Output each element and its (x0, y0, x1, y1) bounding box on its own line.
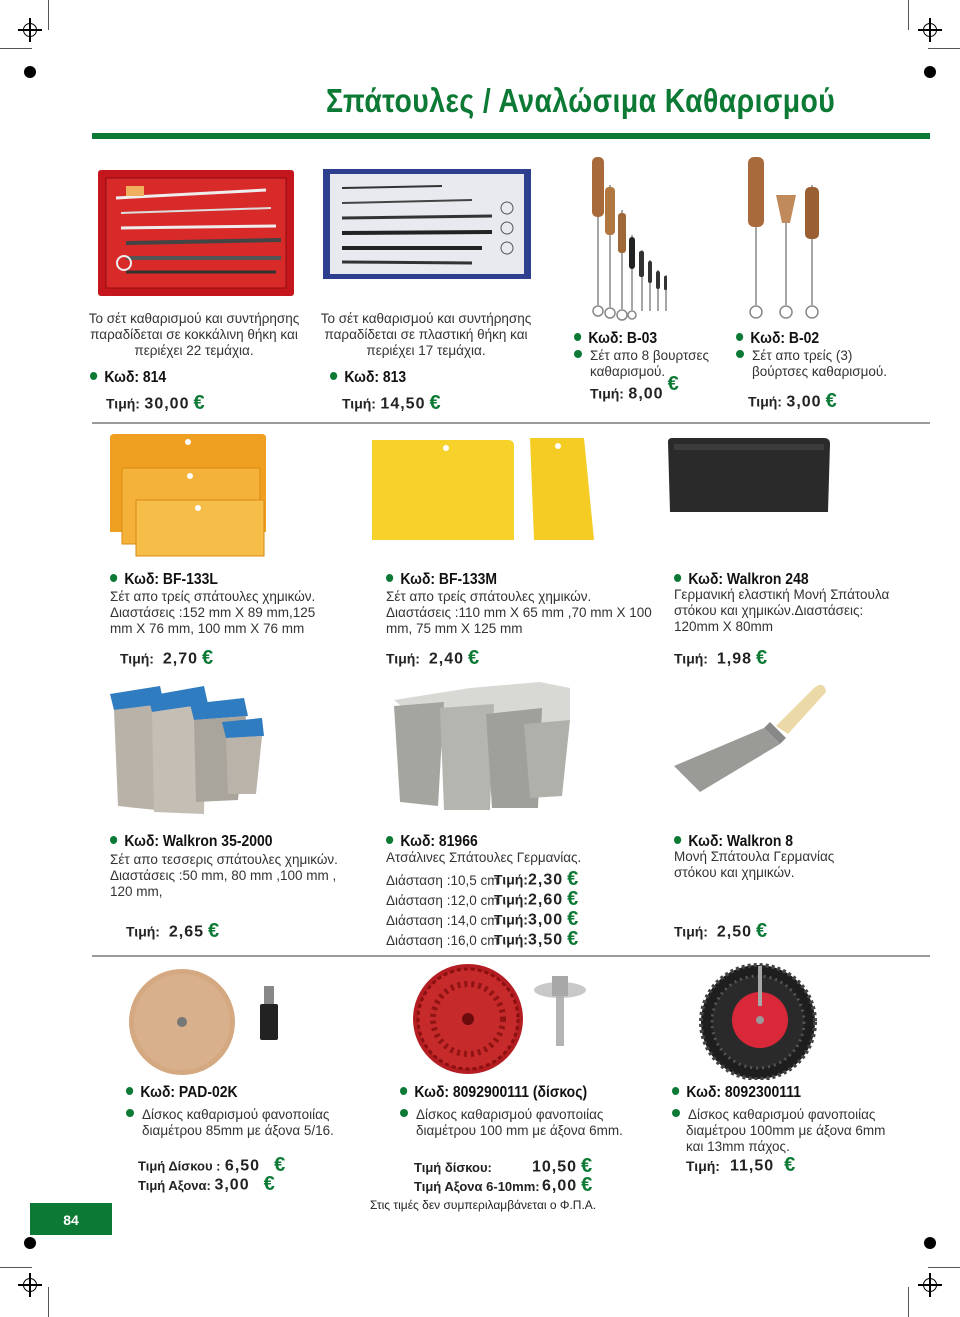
size-value: Διάσταση :10,5 cm (386, 872, 499, 888)
section-divider (92, 955, 930, 957)
product-code: Κωδ: 8092300111 (672, 1084, 801, 1102)
product-description-line: στόκου και χημικών. (674, 865, 795, 880)
price-label: Τιμή: (106, 395, 140, 412)
price-label: Τιμή: (494, 911, 528, 928)
product-description-line: διαμέτρου 100 mm με άξονα 6mm. (416, 1123, 623, 1138)
product-code: Κωδ: Walkron 8 (674, 833, 793, 851)
size-price-row (386, 869, 578, 889)
price-value: 3,00 (786, 393, 822, 411)
registration-dot (24, 1237, 36, 1249)
bullet-icon (736, 333, 743, 341)
product-description-line: Ατσάλινες Σπάτουλες Γερμανίας. (386, 850, 582, 865)
product-description-line: παραδίδεται σε πλαστική θήκη και (324, 327, 528, 342)
product-code: Κωδ: Walkron 248 (674, 571, 809, 589)
product-description-line: Σέτ απο 8 βουρτσες (590, 348, 710, 363)
bullet-icon (386, 836, 393, 844)
price-value: 2,70 (162, 650, 198, 668)
price-value: 2,65 (168, 923, 204, 941)
euro-icon: € (667, 373, 679, 395)
title-rule (92, 133, 930, 139)
putty-knife-image (672, 682, 828, 794)
page-title: Σπάτουλες / Αναλώσιμα Καθαρισμού (326, 82, 836, 119)
yellow-spatula-set-image (368, 432, 600, 544)
trim-mark (908, 1287, 909, 1317)
euro-icon: € (429, 392, 441, 414)
product-description-line: καθαρισμού. (590, 364, 666, 379)
price-label: Τιμή: (120, 650, 154, 667)
bullet-icon (400, 1109, 408, 1117)
product-description-line: mm X 76 mm, 100 mm X 76 mm (110, 621, 305, 636)
cleaning-kit-plastic-case-image (322, 168, 532, 280)
product-description-line: Σέτ απο τρείς σπάτουλες χημικών. (110, 589, 316, 604)
trim-mark (928, 1267, 960, 1268)
product-description-line: παραδίδεται σε κοκκάλινη θήκη και (90, 327, 298, 342)
size-price-row (386, 929, 578, 949)
price-label: Τιμή: (342, 395, 376, 412)
price-value: 11,50 (730, 1157, 775, 1175)
euro-icon: € (756, 647, 768, 669)
euro-icon: € (756, 920, 768, 942)
price-value: 6,50 (224, 1157, 261, 1175)
price-label: Τιμή Αξονα 6-10mm: (414, 1178, 540, 1194)
bullet-icon (674, 574, 681, 582)
price-value: 3,50 (527, 931, 564, 949)
price-label: Τιμή: (494, 931, 528, 948)
euro-icon: € (784, 1154, 796, 1176)
price-label: Τιμή: (126, 923, 160, 940)
bullet-icon (126, 1087, 133, 1095)
bullet-icon (672, 1109, 680, 1117)
price-value: 14,50 (380, 395, 426, 413)
registration-dot (924, 1237, 936, 1249)
steel-spatula-set-image (390, 680, 576, 814)
price-label: Τιμή: (748, 393, 782, 410)
product-description-line: Σέτ απο τεσσερις σπάτουλες χημικών. (110, 852, 338, 867)
bullet-icon (110, 574, 117, 582)
brush-set-3-image (740, 155, 830, 325)
bullet-icon (736, 350, 744, 358)
euro-icon: € (208, 920, 220, 942)
product-description-line: περιέχει 17 τεμάχια. (366, 343, 486, 358)
price-label: Τιμή Δίσκου : (138, 1158, 221, 1174)
product-code: Κωδ: 8092900111 (δίσκος) (400, 1084, 587, 1102)
euro-icon: € (202, 647, 214, 669)
price-value: 6,00 (542, 1177, 578, 1195)
price-value: 2,40 (428, 650, 464, 668)
product-description-line: διαμέτρου 100mm με άξονα 6mm (686, 1123, 886, 1138)
brush-set-8-image (586, 155, 676, 325)
price-value: 1,98 (716, 650, 752, 668)
product-description-line: Διαστάσεις :110 mm X 65 mm ,70 mm X 100 (386, 605, 652, 620)
product-description-line: Σέτ απο τρείς σπάτουλες χημικών. (386, 589, 592, 604)
product-code: Κωδ: B-02 (736, 330, 819, 348)
product-code: Κωδ: 813 (330, 369, 406, 387)
trim-mark (0, 48, 32, 49)
page-number: 84 (30, 1203, 112, 1235)
size-price-row (386, 889, 578, 909)
registration-mark-top-right (918, 18, 942, 42)
red-clean-strip-disc-image (410, 962, 600, 1076)
euro-icon: € (468, 647, 480, 669)
product-description-line: στόκου και χημικών.Διαστάσεις: (674, 603, 864, 618)
price-label: Τιμή: (590, 385, 624, 402)
bullet-icon (672, 1087, 679, 1095)
euro-icon: € (567, 908, 579, 930)
product-description-line: Δίσκος καθαρισμού φανοποιίας (416, 1107, 604, 1122)
bullet-icon (386, 574, 393, 582)
product-description-line: και 13mm πάχος. (686, 1139, 790, 1154)
bullet-icon (330, 372, 337, 380)
registration-mark-top-left (18, 18, 42, 42)
price-label: Τιμή: (494, 871, 528, 888)
euro-icon: € (825, 390, 837, 412)
size-value: Διάσταση :14,0 cm (386, 912, 499, 928)
price-label: Τιμή: (674, 923, 708, 940)
price-value: 3,00 (214, 1176, 250, 1194)
price-value: 10,50 (532, 1158, 578, 1176)
registration-mark-bottom-right (918, 1273, 942, 1297)
product-code: Κωδ: BF-133M (386, 571, 497, 589)
registration-mark-bottom-left (18, 1273, 42, 1297)
euro-icon: € (263, 1173, 275, 1195)
price-label: Τιμή: (674, 650, 708, 667)
size-price-row (386, 909, 578, 929)
size-value: Διάσταση :16,0 cm (386, 932, 499, 948)
bullet-icon (400, 1087, 407, 1095)
product-code: Κωδ: 814 (90, 369, 166, 387)
price-label: Τιμή δίσκου: (414, 1159, 492, 1175)
price-value: 8,00 (628, 385, 664, 403)
product-code: Κωδ: B-03 (574, 330, 657, 348)
product-description-line: Δίσκος καθαρισμού φανοποιίας (142, 1107, 330, 1122)
product-description-line: Το σέτ καθαρισμού και συντήρησης (88, 311, 300, 326)
black-rubber-spatula-image (666, 436, 832, 516)
product-code: Κωδ: 81966 (386, 833, 478, 851)
euro-icon: € (567, 928, 579, 950)
price-value: 2,30 (527, 871, 564, 889)
euro-icon: € (581, 1155, 593, 1177)
bullet-icon (574, 350, 582, 358)
euro-icon: € (193, 392, 205, 414)
product-code: Κωδ: PAD-02K (126, 1084, 238, 1102)
section-divider (92, 422, 930, 424)
price-label: Τιμή Αξονα: (138, 1177, 211, 1193)
euro-icon: € (274, 1154, 286, 1176)
price-label: Τιμή: (494, 891, 528, 908)
price-value: 30,00 (144, 395, 190, 413)
product-description-line: Σέτ απο τρείς (3) (752, 348, 853, 363)
trim-mark (48, 1287, 49, 1317)
size-value: Διάσταση :12,0 cm (386, 892, 499, 908)
product-description-line: mm, 75 mm X 125 mm (386, 621, 523, 636)
trim-mark (48, 0, 49, 30)
product-description-line: διαμέτρου 85mm με άξονα 5/16. (142, 1123, 334, 1138)
euro-icon: € (581, 1174, 593, 1196)
bullet-icon (674, 836, 681, 844)
price-label: Τιμή: (686, 1157, 720, 1174)
footer-note: Στις τιμές δεν συμπεριλαμβάνεται ο Φ.Π.Α. (370, 1198, 597, 1212)
product-description-line: Γερμανική ελαστική Μονή Σπάτουλα (674, 587, 890, 602)
orange-spatula-set-image (106, 432, 276, 562)
product-description-line: 120mm X 80mm (674, 619, 774, 634)
registration-dot (924, 66, 936, 78)
cleaning-kit-red-case-image (96, 168, 296, 298)
product-code: Κωδ: BF-133L (110, 571, 218, 589)
blue-handle-spatula-set-image (104, 682, 274, 822)
product-description-line: Διαστάσεις :50 mm, 80 mm ,100 mm , (110, 868, 337, 883)
product-description-line: βούρτσες καθαρισμού. (752, 364, 888, 379)
trim-mark (0, 1267, 32, 1268)
trim-mark (908, 0, 909, 30)
bullet-icon (110, 836, 117, 844)
product-description-line: Δίσκος καθαρισμού φανοποιίας (688, 1107, 876, 1122)
bullet-icon (126, 1109, 134, 1117)
price-value: 3,00 (527, 911, 564, 929)
euro-icon: € (567, 888, 579, 910)
product-description-line: περιέχει 22 τεμάχια. (134, 343, 254, 358)
price-value: 2,60 (527, 891, 564, 909)
bullet-icon (90, 372, 97, 380)
registration-dot (24, 66, 36, 78)
price-value: 2,50 (716, 923, 752, 941)
trim-mark (928, 48, 960, 49)
product-description-line: Διαστάσεις :152 mm X 89 mm,125 (110, 605, 316, 620)
black-clean-strip-wheel-image (696, 962, 820, 1080)
euro-icon: € (567, 868, 579, 890)
product-description-line: Μονή Σπάτουλα Γερμανίας (674, 849, 835, 864)
bullet-icon (574, 333, 581, 341)
product-description-line: 120 mm, (110, 884, 163, 899)
product-code: Κωδ: Walkron 35-2000 (110, 833, 273, 851)
price-label: Τιμή: (386, 650, 420, 667)
product-description-line: Το σέτ καθαρισμού και συντήρησης (320, 311, 532, 326)
eraser-disc-with-arbor-image (126, 966, 296, 1078)
